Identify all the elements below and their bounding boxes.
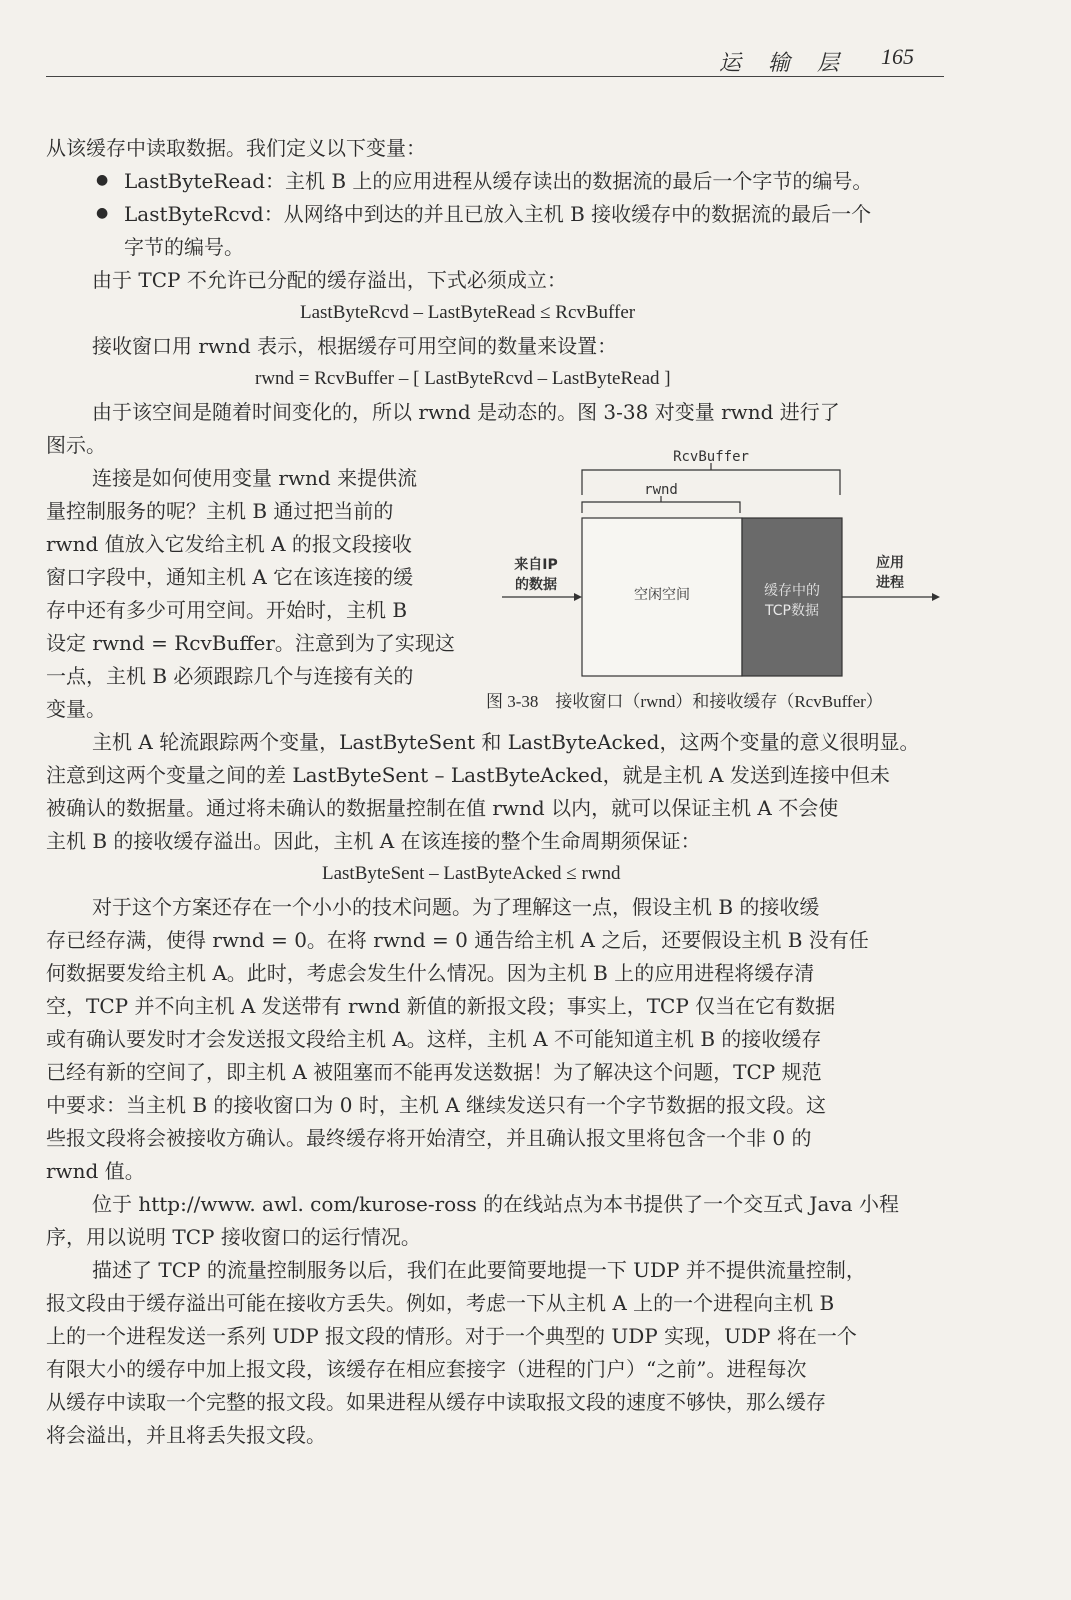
rcvbuffer-bracket [582, 470, 840, 495]
para-udp-line: 有限大小的缓存中加上报文段，该缓存在相应套接字（进程的门户）“之前”。进程每次 [46, 1357, 807, 1381]
figure-caption: 图 3-38 接收窗口（rwnd）和接收缓存（RcvBuffer） [486, 692, 883, 711]
para-problem-line: 已经有新的空间了，即主机 A 被阻塞而不能再发送数据！为了解决这个问题，TCP 规范 [46, 1060, 822, 1084]
para-track-line: 主机 A 轮流跟踪两个变量，LastByteSent 和 LastByteAcked，这两个变量的意义很明显。 [92, 730, 920, 754]
para-track-line: 被确认的数据量。通过将未确认的数据量控制在值 rwnd 以内，就可以保证主机 A 不会使 [46, 796, 839, 820]
para-applet-line: 序，用以说明 TCP 接收窗口的运行情况。 [46, 1225, 421, 1249]
para-applet-line: 位于 http://www. awl. com/kurose-ross 的在线站点为本书提供了一个交互式 Java 小程 [92, 1192, 899, 1216]
buffered-data-label-2: TCP数据 [765, 603, 819, 619]
formula-buffer-constraint: LastByteRcvd – LastByteRead ≤ RcvBuffer [300, 302, 636, 323]
side-line: 变量。 [46, 697, 106, 721]
para-udp-line: 将会溢出，并且将丢失报文段。 [46, 1423, 326, 1447]
rwnd-label: rwnd [644, 482, 678, 498]
para-udp-line: 描述了 TCP 的流量控制服务以后，我们在此要简要地提一下 UDP 并不提供流量控制， [92, 1258, 866, 1282]
side-line: 窗口字段中，通知主机 A 它在该连接的缓 [46, 565, 414, 589]
output-arrow-head [932, 593, 940, 601]
para-udp-line: 从缓存中读取一个完整的报文段。如果进程从缓存中读取报文段的速度不够快，那么缓存 [46, 1390, 826, 1414]
para-track-line: 注意到这两个变量之间的差 LastByteSent – LastByteAcked，就是主机 A 发送到连接中但未 [46, 763, 890, 787]
bullet-lastbytercvd: LastByteRcvd：从网络中到达的并且已放入主机 B 接收缓存中的数据流的最后一个 [124, 202, 872, 226]
bullet-dot: ● [96, 172, 109, 188]
bullet-lastbytercvd-cont: 字节的编号。 [124, 235, 244, 259]
para-problem-line: 些报文段将会被接收方确认。最终缓存将开始清空，并且确认报文里将包含一个非 0 的 [46, 1126, 812, 1150]
from-ip-label-1: 来自IP [514, 557, 558, 573]
from-ip-label-2: 的数据 [515, 577, 557, 593]
side-line: rwnd 值放入它发给主机 A 的报文段接收 [46, 532, 412, 556]
bullet-lastbyteread: LastByteRead：主机 B 上的应用进程从缓存读出的数据流的最后一个字节的编号。 [124, 169, 873, 193]
input-arrow-head [574, 593, 582, 601]
para-udp-line: 上的一个进程发送一系列 UDP 报文段的情形。对于一个典型的 UDP 实现，UDP 将在一个 [46, 1324, 857, 1348]
para-dynamic-line1: 由于该空间是随着时间变化的，所以 rwnd 是动态的。图 3-38 对变量 rwnd 进行了 [92, 400, 840, 424]
free-space-label: 空闲空间 [634, 587, 690, 603]
app-process-label-2: 进程 [876, 575, 904, 591]
figure-diagram [500, 445, 960, 690]
para-track-line: 主机 B 的接收缓存溢出。因此，主机 A 在该连接的整个生命周期须保证： [46, 829, 701, 853]
rwnd-bracket [582, 502, 740, 513]
page-number: 165 [881, 44, 914, 69]
intro-line: 从该缓存中读取数据。我们定义以下变量： [46, 136, 426, 160]
para-overflow: 由于 TCP 不允许已分配的缓存溢出，下式必须成立： [92, 268, 567, 292]
side-line: 连接是如何使用变量 rwnd 来提供流 [92, 466, 418, 490]
app-process-label-1: 应用 [876, 555, 904, 571]
side-line: 设定 rwnd = RcvBuffer。注意到为了实现这 [46, 631, 455, 655]
chapter-title: 运 输 层 [719, 51, 849, 76]
para-problem-line: 何数据要发给主机 A。此时，考虑会发生什么情况。因为主机 B 上的应用进程将缓存清 [46, 961, 815, 985]
para-problem-line: 中要求：当主机 B 的接收窗口为 0 时，主机 A 继续发送只有一个字节数据的报文段。这 [46, 1093, 827, 1117]
para-udp-line: 报文段由于缓存溢出可能在接收方丢失。例如，考虑一下从主机 A 上的一个进程向主机 B [46, 1291, 835, 1315]
para-problem-line: 或有确认要发时才会发送报文段给主机 A。这样，主机 A 不可能知道主机 B 的接收缓存 [46, 1027, 822, 1051]
formula-unacked: LastByteSent – LastByteAcked ≤ rwnd [322, 863, 621, 884]
para-problem-line: rwnd 值。 [46, 1159, 145, 1183]
para-problem-line: 存已经存满，使得 rwnd = 0。在将 rwnd = 0 通告给主机 A 之后，还要假设主机 B 没有任 [46, 928, 869, 952]
para-problem-line: 对于这个方案还存在一个小小的技术问题。为了理解这一点，假设主机 B 的接收缓 [92, 895, 820, 919]
side-line: 一点，主机 B 必须跟踪几个与连接有关的 [46, 664, 414, 688]
side-line: 存中还有多少可用空间。开始时，主机 B [46, 598, 408, 622]
para-dynamic-line2: 图示。 [46, 433, 106, 457]
rcvbuffer-label: RcvBuffer [673, 449, 749, 465]
formula-rwnd: rwnd = RcvBuffer – [ LastByteRcvd – LastByteRead ] [255, 368, 671, 389]
para-problem-line: 空，TCP 并不向主机 A 发送带有 rwnd 新值的新报文段；事实上，TCP 仅当在它有数据 [46, 994, 836, 1018]
para-rwnd-definition: 接收窗口用 rwnd 表示，根据缓存可用空间的数量来设置： [92, 334, 618, 358]
running-header [46, 40, 944, 77]
bullet-dot: ● [96, 205, 109, 221]
buffered-data-label-1: 缓存中的 [764, 583, 820, 599]
side-line: 量控制服务的呢？主机 B 通过把当前的 [46, 499, 394, 523]
